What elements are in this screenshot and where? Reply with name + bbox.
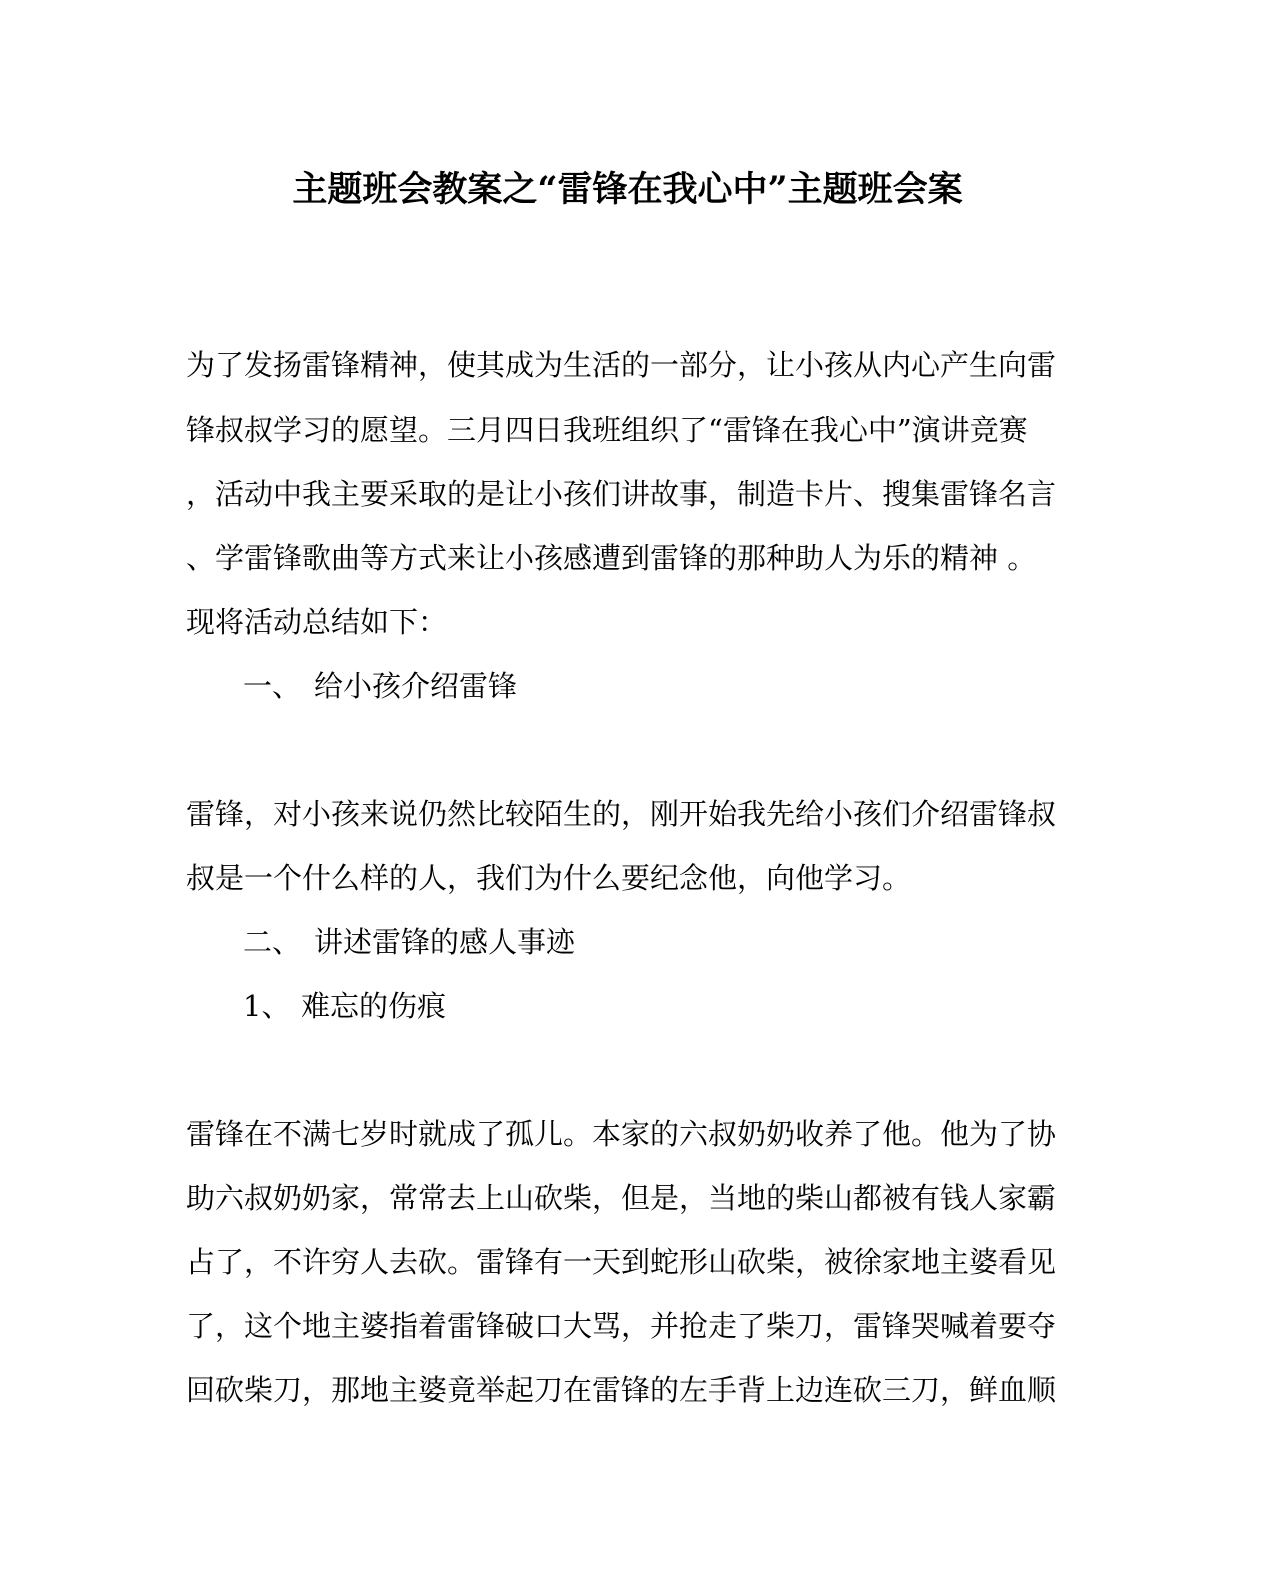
paragraph-line: 现将活动总结如下：: [186, 605, 448, 639]
paragraph-line: 雷锋在不满七岁时就成了孤儿。本家的六叔奶奶收养了他。他为了协: [186, 1117, 1057, 1151]
subsection-title: 难忘的伤痕: [301, 989, 447, 1023]
paragraph-line: 锋叔叔学习的愿望。三月四日我班组织了“雷锋在我心中”演讲竞赛: [186, 413, 1028, 447]
subsection-heading-1: [243, 986, 446, 1026]
paragraph-line: 为了发扬雷锋精神，使其成为生活的一部分，让小孩从内心产生向雷: [186, 348, 1057, 382]
paragraph-line: 雷锋，对小孩来说仍然比较陌生的，刚开始我先给小孩们介绍雷锋叔: [186, 797, 1057, 831]
paragraph-line: 占了，不许穷人去砍。雷锋有一天到蛇形山砍柴，被徐家地主婆看见: [186, 1245, 1057, 1279]
section-number: 一、: [243, 669, 302, 703]
section-heading-1: [243, 666, 517, 706]
paragraph-line: 了，这个地主婆指着雷锋破口大骂，并抢走了柴刀，雷锋哭喊着要夺: [186, 1309, 1057, 1343]
section-title: 讲述雷锋的感人事迹: [314, 925, 576, 959]
paragraph-line: 助六叔奶奶家，常常去上山砍柴，但是，当地的柴山都被有钱人家霸: [186, 1181, 1057, 1215]
subsection-number: 1、: [243, 989, 291, 1023]
paragraph-line: 回砍柴刀，那地主婆竟举起刀在雷锋的左手背上边连砍三刀，鲜血顺: [186, 1373, 1057, 1407]
section-heading-2: [243, 922, 575, 962]
document-title: 主题班会教案之“雷锋在我心中”主题班会案: [292, 169, 963, 210]
paragraph-line: 、学雷锋歌曲等方式来让小孩感遭到雷锋的那种助人为乐的精神 。: [186, 541, 1037, 575]
section-number: 二、: [243, 925, 302, 959]
paragraph-line: 叔是一个什么样的人，我们为什么要纪念他，向他学习。: [186, 861, 912, 895]
section-title: 给小孩介绍雷锋: [314, 669, 518, 703]
paragraph-line: ，活动中我主要采取的是让小孩们讲故事，制造卡片、搜集雷锋名言: [186, 477, 1057, 511]
